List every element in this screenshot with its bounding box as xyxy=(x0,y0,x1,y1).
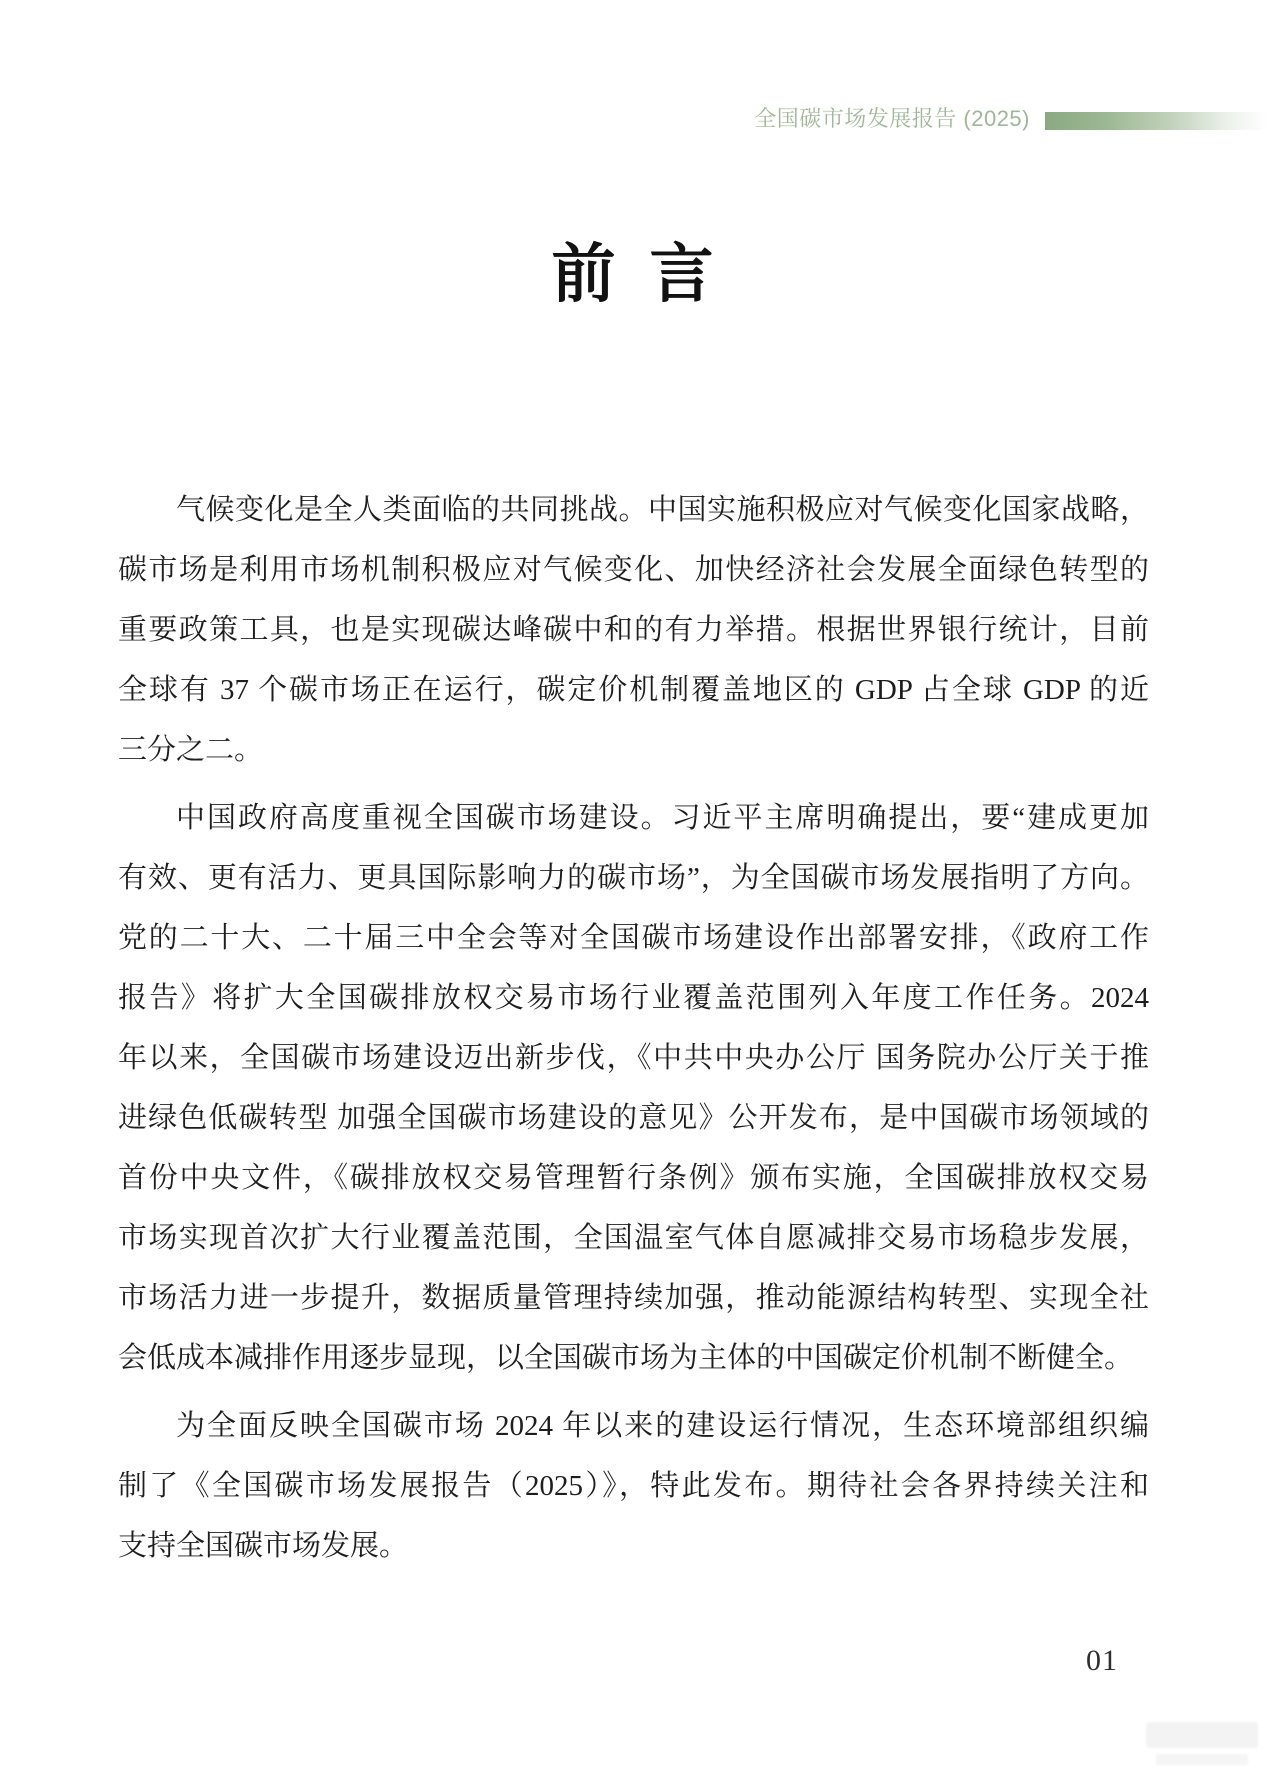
text-line: 支持全国碳市场发展。 xyxy=(118,1530,409,1562)
header-gradient-bar xyxy=(1045,112,1267,130)
watermark-subtext xyxy=(1156,1754,1248,1765)
running-header-title: 全国碳市场发展报告 (2025) xyxy=(754,106,1030,131)
text-line: 制了《全国碳市场发展报告（2025）》，特此发布。期待社会各界持续关注和 xyxy=(118,1470,1149,1502)
text-line: 碳市场是利用市场机制积极应对气候变化、加快经济社会发展全面绿色转型的 xyxy=(118,554,1149,586)
watermark-glyphs xyxy=(1146,1722,1258,1748)
text-line: 三分之二。 xyxy=(118,734,264,766)
text-line: 党的二十大、二十届三中全会等对全国碳市场建设作出部署安排，《政府工作 xyxy=(118,922,1149,954)
page-number: 01 xyxy=(1086,1644,1118,1677)
paragraph-2 xyxy=(118,788,1149,1388)
text-line: 首份中央文件，《碳排放权交易管理暂行条例》颁布实施，全国碳排放权交易 xyxy=(118,1162,1149,1194)
text-line: 进绿色低碳转型 加强全国碳市场建设的意见》公开发布，是中国碳市场领域的 xyxy=(118,1102,1149,1134)
text-line: 重要政策工具，也是实现碳达峰碳中和的有力举措。根据世界银行统计，目前 xyxy=(118,614,1149,646)
text-line: 为全面反映全国碳市场 2024 年以来的建设运行情况，生态环境部组织编 xyxy=(176,1410,1149,1442)
text-line: 市场活力进一步提升，数据质量管理持续加强，推动能源结构转型、实现全社 xyxy=(118,1282,1149,1314)
text-line: 气候变化是全人类面临的共同挑战。中国实施积极应对气候变化国家战略， xyxy=(176,494,1149,526)
text-line: 中国政府高度重视全国碳市场建设。习近平主席明确提出，要“建成更加 xyxy=(176,802,1149,834)
text-line: 年以来，全国碳市场建设迈出新步伐，《中共中央办公厅 国务院办公厅关于推 xyxy=(118,1042,1149,1074)
text-line: 会低成本减排作用逐步显现，以全国碳市场为主体的中国碳定价机制不断健全。 xyxy=(118,1342,1134,1374)
text-line: 报告》将扩大全国碳排放权交易市场行业覆盖范围列入年度工作任务。2024 xyxy=(118,982,1149,1014)
page-title: 前 言 xyxy=(551,239,716,310)
text-line: 市场实现首次扩大行业覆盖范围，全国温室气体自愿减排交易市场稳步发展， xyxy=(118,1222,1149,1254)
text-line: 有效、更有活力、更具国际影响力的碳市场”，为全国碳市场发展指明了方向。 xyxy=(118,862,1149,894)
text-line: 全球有 37 个碳市场正在运行，碳定价机制覆盖地区的 GDP 占全球 GDP 的近 xyxy=(118,674,1149,706)
paragraph-1 xyxy=(118,480,1149,780)
body-text xyxy=(118,480,1149,1584)
paragraph-3 xyxy=(118,1396,1149,1576)
watermark xyxy=(1146,1722,1258,1765)
